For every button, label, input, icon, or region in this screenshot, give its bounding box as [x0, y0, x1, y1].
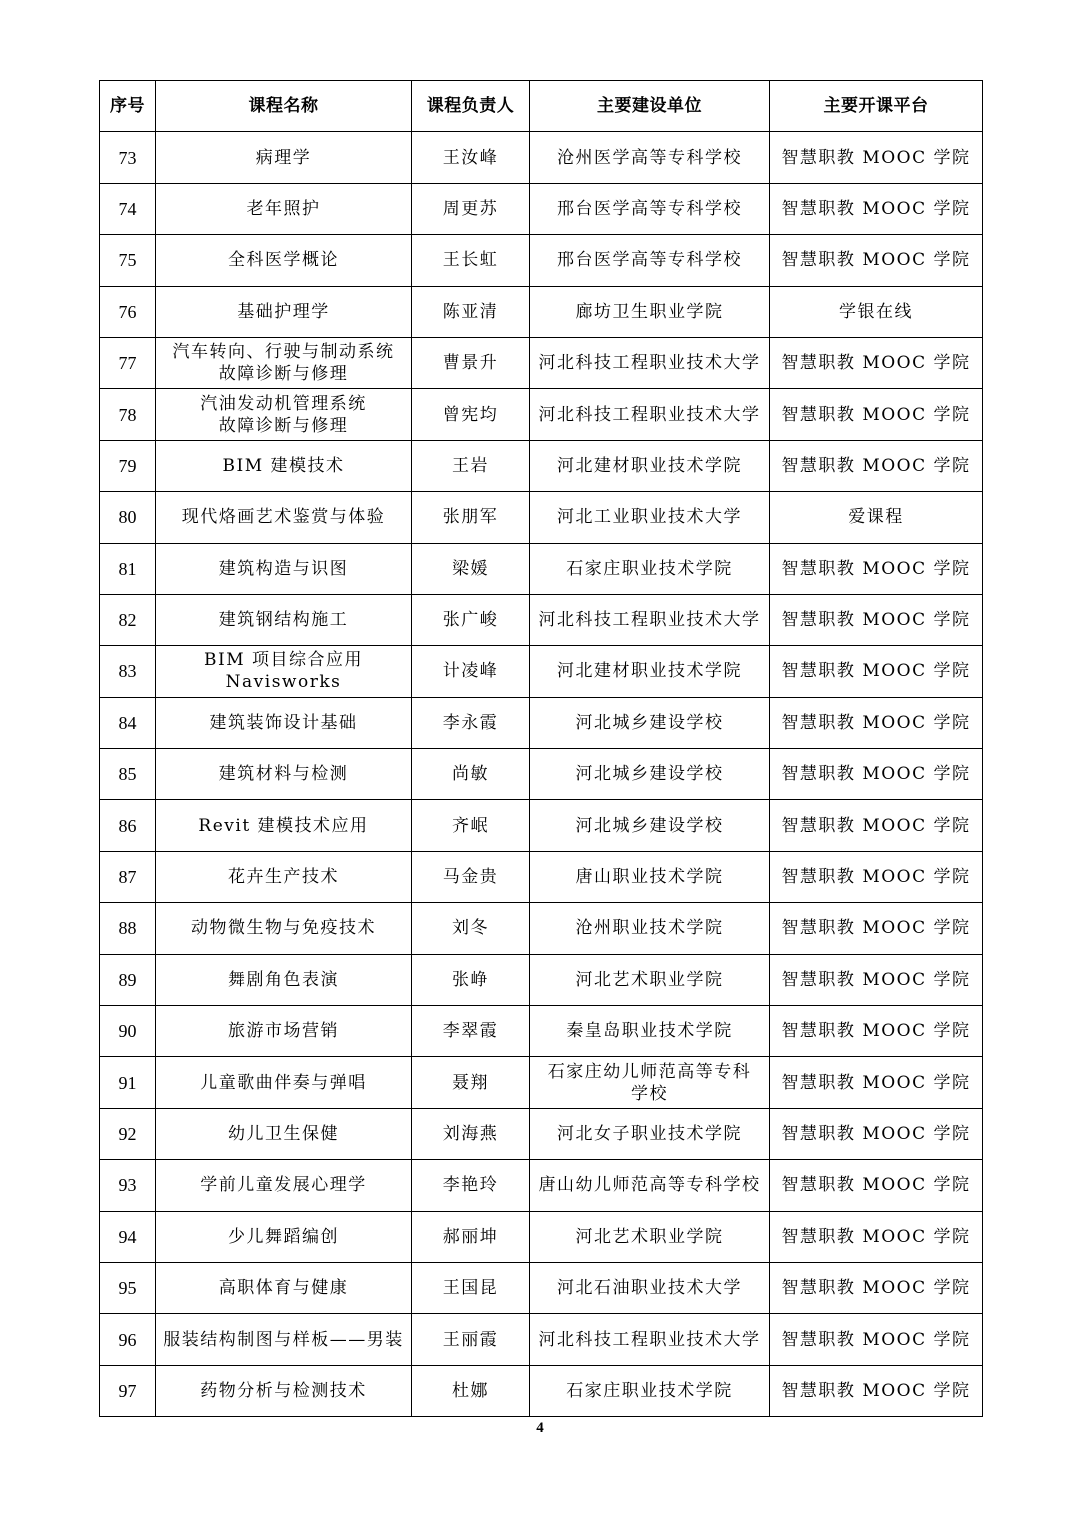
page-number: 4 — [536, 1420, 544, 1436]
platform-cell: 智慧职教 MOOC 学院 — [770, 1160, 983, 1211]
course-lead-cell: 陈亚清 — [412, 286, 530, 337]
build-unit-cell: 河北建材职业技术学院 — [530, 646, 770, 697]
platform-cell: 智慧职教 MOOC 学院 — [770, 1057, 983, 1108]
course-lead-cell: 尚敏 — [412, 749, 530, 800]
course-name-cell: 少儿舞蹈编创 — [156, 1211, 412, 1262]
serial-cell: 86 — [100, 800, 156, 851]
table-row — [100, 1365, 983, 1416]
table-row — [100, 132, 983, 183]
table-row — [100, 851, 983, 902]
course-name-cell — [156, 337, 412, 388]
course-lead-cell: 张广峻 — [412, 594, 530, 645]
table-row — [100, 1262, 983, 1313]
header-platform: 主要开课平台 — [770, 81, 983, 132]
table-row — [100, 903, 983, 954]
course-name-cell: 建筑材料与检测 — [156, 749, 412, 800]
course-name-cell-line: 故障诊断与修理 — [218, 364, 349, 385]
table-row — [100, 389, 983, 440]
platform-cell: 智慧职教 MOOC 学院 — [770, 1262, 983, 1313]
course-name-cell: 药物分析与检测技术 — [156, 1365, 412, 1416]
table-row — [100, 1160, 983, 1211]
table-row — [100, 286, 983, 337]
serial-cell: 74 — [100, 183, 156, 234]
table-row — [100, 337, 983, 388]
table-row — [100, 1057, 983, 1108]
build-unit-cell: 唐山幼儿师范高等专科学校 — [530, 1160, 770, 1211]
build-unit-cell: 邢台医学高等专科学校 — [530, 235, 770, 286]
serial-cell: 92 — [100, 1108, 156, 1159]
serial-cell: 77 — [100, 337, 156, 388]
platform-cell: 智慧职教 MOOC 学院 — [770, 749, 983, 800]
table-row — [100, 954, 983, 1005]
header-build-unit: 主要建设单位 — [530, 81, 770, 132]
serial-cell: 90 — [100, 1006, 156, 1057]
platform-cell: 智慧职教 MOOC 学院 — [770, 697, 983, 748]
course-lead-cell: 王丽霞 — [412, 1314, 530, 1365]
build-unit-cell: 河北工业职业技术大学 — [530, 492, 770, 543]
build-unit-cell: 河北城乡建设学校 — [530, 800, 770, 851]
platform-cell: 智慧职教 MOOC 学院 — [770, 337, 983, 388]
table-row — [100, 749, 983, 800]
platform-cell: 智慧职教 MOOC 学院 — [770, 440, 983, 491]
course-lead-cell: 刘冬 — [412, 903, 530, 954]
table-row — [100, 440, 983, 491]
serial-cell: 95 — [100, 1262, 156, 1313]
course-name-cell — [156, 389, 412, 440]
course-name-cell: 幼儿卫生保健 — [156, 1108, 412, 1159]
table-header-row — [100, 81, 983, 132]
platform-cell: 学银在线 — [770, 286, 983, 337]
course-name-cell: 基础护理学 — [156, 286, 412, 337]
serial-cell: 85 — [100, 749, 156, 800]
serial-cell: 97 — [100, 1365, 156, 1416]
course-lead-cell: 李永霞 — [412, 697, 530, 748]
course-name-cell: 高职体育与健康 — [156, 1262, 412, 1313]
course-lead-cell: 王岩 — [412, 440, 530, 491]
course-name-cell-line: 汽车转向、行驶与制动系统 — [172, 342, 395, 363]
platform-cell: 智慧职教 MOOC 学院 — [770, 800, 983, 851]
course-name-cell: 花卉生产技术 — [156, 851, 412, 902]
build-unit-cell: 河北建材职业技术学院 — [530, 440, 770, 491]
platform-cell: 爱课程 — [770, 492, 983, 543]
table-row — [100, 1006, 983, 1057]
course-name-cell-line: 故障诊断与修理 — [218, 415, 349, 436]
course-lead-cell: 郝丽坤 — [412, 1211, 530, 1262]
serial-cell: 73 — [100, 132, 156, 183]
platform-cell: 智慧职教 MOOC 学院 — [770, 646, 983, 697]
serial-cell: 79 — [100, 440, 156, 491]
build-unit-cell: 石家庄职业技术学院 — [530, 1365, 770, 1416]
platform-cell: 智慧职教 MOOC 学院 — [770, 132, 983, 183]
course-name-cell: 建筑装饰设计基础 — [156, 697, 412, 748]
course-lead-cell: 齐岷 — [412, 800, 530, 851]
serial-cell: 87 — [100, 851, 156, 902]
header-course-name: 课程名称 — [156, 81, 412, 132]
table-row — [100, 697, 983, 748]
serial-cell: 82 — [100, 594, 156, 645]
course-lead-cell: 张朋军 — [412, 492, 530, 543]
platform-cell: 智慧职教 MOOC 学院 — [770, 1365, 983, 1416]
course-name-cell: BIM 建模技术 — [156, 440, 412, 491]
course-lead-cell: 曾宪均 — [412, 389, 530, 440]
serial-cell: 91 — [100, 1057, 156, 1108]
course-lead-cell: 王国昆 — [412, 1262, 530, 1313]
serial-cell: 78 — [100, 389, 156, 440]
serial-cell: 83 — [100, 646, 156, 697]
course-lead-cell: 刘海燕 — [412, 1108, 530, 1159]
course-lead-cell: 梁媛 — [412, 543, 530, 594]
build-unit-cell: 河北女子职业技术学院 — [530, 1108, 770, 1159]
build-unit-cell: 廊坊卫生职业学院 — [530, 286, 770, 337]
build-unit-cell: 沧州医学高等专科学校 — [530, 132, 770, 183]
build-unit-cell: 河北艺术职业学院 — [530, 954, 770, 1005]
course-lead-cell: 王汝峰 — [412, 132, 530, 183]
table-row — [100, 646, 983, 697]
serial-cell: 88 — [100, 903, 156, 954]
course-name-cell: 学前儿童发展心理学 — [156, 1160, 412, 1211]
build-unit-cell: 河北艺术职业学院 — [530, 1211, 770, 1262]
build-unit-cell: 唐山职业技术学院 — [530, 851, 770, 902]
course-name-cell: 全科医学概论 — [156, 235, 412, 286]
table-row — [100, 235, 983, 286]
build-unit-cell: 河北科技工程职业技术大学 — [530, 1314, 770, 1365]
platform-cell: 智慧职教 MOOC 学院 — [770, 389, 983, 440]
table-body — [100, 132, 983, 1417]
table-row — [100, 1211, 983, 1262]
course-name-cell: 动物微生物与免疫技术 — [156, 903, 412, 954]
table-row — [100, 183, 983, 234]
platform-cell: 智慧职教 MOOC 学院 — [770, 1314, 983, 1365]
build-unit-cell: 秦皇岛职业技术学院 — [530, 1006, 770, 1057]
build-unit-cell: 河北城乡建设学校 — [530, 697, 770, 748]
table-row — [100, 594, 983, 645]
course-lead-cell: 杜娜 — [412, 1365, 530, 1416]
course-lead-cell: 曹景升 — [412, 337, 530, 388]
course-name-cell: 建筑钢结构施工 — [156, 594, 412, 645]
build-unit-cell: 邢台医学高等专科学校 — [530, 183, 770, 234]
platform-cell: 智慧职教 MOOC 学院 — [770, 543, 983, 594]
serial-cell: 76 — [100, 286, 156, 337]
serial-cell: 80 — [100, 492, 156, 543]
course-name-cell: 服装结构制图与样板——男装 — [156, 1314, 412, 1365]
serial-cell: 84 — [100, 697, 156, 748]
build-unit-cell: 河北科技工程职业技术大学 — [530, 389, 770, 440]
build-unit-cell: 石家庄职业技术学院 — [530, 543, 770, 594]
course-name-cell: 建筑构造与识图 — [156, 543, 412, 594]
build-unit-cell: 河北石油职业技术大学 — [530, 1262, 770, 1313]
platform-cell: 智慧职教 MOOC 学院 — [770, 954, 983, 1005]
table-row — [100, 800, 983, 851]
course-name-cell: 舞剧角色表演 — [156, 954, 412, 1005]
build-unit-cell — [530, 1057, 770, 1108]
build-unit-cell: 河北城乡建设学校 — [530, 749, 770, 800]
serial-cell: 75 — [100, 235, 156, 286]
platform-cell: 智慧职教 MOOC 学院 — [770, 903, 983, 954]
build-unit-cell-line: 石家庄幼儿师范高等专科 — [547, 1061, 752, 1082]
course-lead-cell: 马金贵 — [412, 851, 530, 902]
course-lead-cell: 聂翔 — [412, 1057, 530, 1108]
platform-cell: 智慧职教 MOOC 学院 — [770, 1006, 983, 1057]
header-course-lead: 课程负责人 — [412, 81, 530, 132]
table-row — [100, 492, 983, 543]
course-lead-cell: 周更苏 — [412, 183, 530, 234]
header-serial: 序号 — [100, 81, 156, 132]
table-row — [100, 1108, 983, 1159]
platform-cell: 智慧职教 MOOC 学院 — [770, 1108, 983, 1159]
course-lead-cell: 王长虹 — [412, 235, 530, 286]
serial-cell: 89 — [100, 954, 156, 1005]
course-lead-cell: 张峥 — [412, 954, 530, 1005]
course-name-cell: 儿童歌曲伴奏与弹唱 — [156, 1057, 412, 1108]
course-name-cell: BIM 项目综合应用 Navisworks — [156, 646, 412, 697]
build-unit-cell-line: 学校 — [631, 1083, 668, 1104]
course-name-cell: 旅游市场营销 — [156, 1006, 412, 1057]
course-name-cell-line: 汽油发动机管理系统 — [200, 393, 367, 414]
platform-cell: 智慧职教 MOOC 学院 — [770, 183, 983, 234]
platform-cell: 智慧职教 MOOC 学院 — [770, 1211, 983, 1262]
course-lead-cell: 李翠霞 — [412, 1006, 530, 1057]
build-unit-cell: 沧州职业技术学院 — [530, 903, 770, 954]
build-unit-cell: 河北科技工程职业技术大学 — [530, 337, 770, 388]
course-lead-cell: 计凌峰 — [412, 646, 530, 697]
course-lead-cell: 李艳玲 — [412, 1160, 530, 1211]
platform-cell: 智慧职教 MOOC 学院 — [770, 235, 983, 286]
serial-cell: 96 — [100, 1314, 156, 1365]
serial-cell: 81 — [100, 543, 156, 594]
platform-cell: 智慧职教 MOOC 学院 — [770, 594, 983, 645]
build-unit-cell: 河北科技工程职业技术大学 — [530, 594, 770, 645]
course-name-cell: Revit 建模技术应用 — [156, 800, 412, 851]
serial-cell: 93 — [100, 1160, 156, 1211]
course-name-cell: 老年照护 — [156, 183, 412, 234]
platform-cell: 智慧职教 MOOC 学院 — [770, 851, 983, 902]
table-row — [100, 543, 983, 594]
course-name-cell: 现代烙画艺术鉴赏与体验 — [156, 492, 412, 543]
serial-cell: 94 — [100, 1211, 156, 1262]
table-row — [100, 1314, 983, 1365]
course-name-cell: 病理学 — [156, 132, 412, 183]
course-table — [99, 80, 983, 1417]
